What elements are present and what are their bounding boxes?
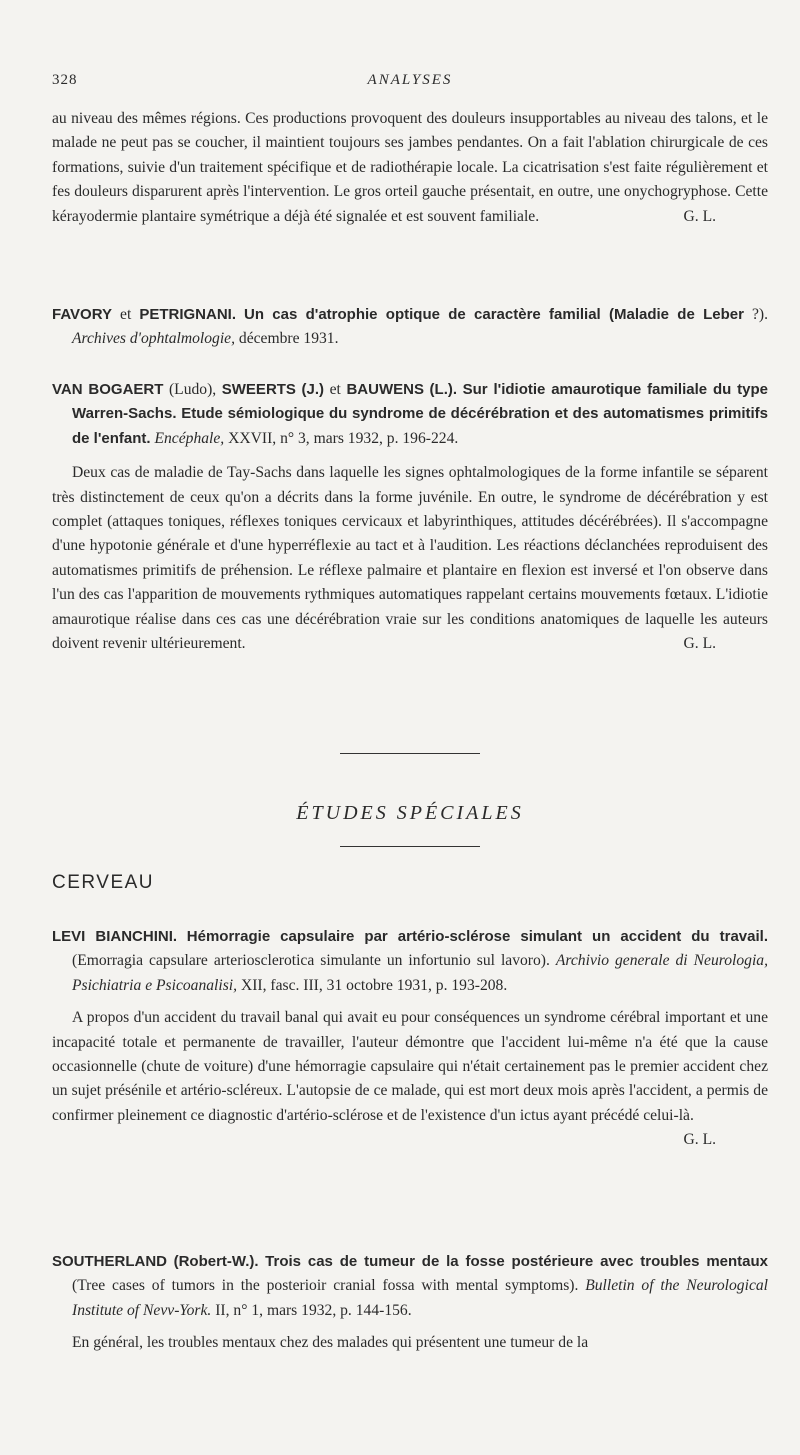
intro-signature: G. L. xyxy=(683,207,716,225)
review-favory xyxy=(52,303,768,352)
section-divider-top xyxy=(340,753,480,754)
southerland-journal: Bulletin of the Neurological Institute of Nevv-York. xyxy=(72,1277,768,1319)
section-divider-bottom xyxy=(340,846,480,847)
running-head xyxy=(52,72,768,92)
favory-reference: FAVORY et PETRIGNANI. Un cas d'atrophie optique de caractère familial (Maladie de Leber ?). Archives d'ophtalmologie, décembre 1931. xyxy=(52,306,768,348)
southerland-title: Trois cas de tumeur de la fosse postérieure avec troubles mentaux xyxy=(265,1253,769,1270)
bogaert-author-1: VAN BOGAERT xyxy=(52,381,164,398)
levi-signature: G. L. xyxy=(683,1131,716,1149)
bogaert-author-2: SWEERTS xyxy=(221,381,296,398)
running-title: ANALYSES xyxy=(367,72,453,88)
levi-author: LEVI BIANCHINI. xyxy=(52,928,178,945)
levi-abstract: A propos d'un accident du travail banal qui avait eu pour conséquences un syndrome cérébral important et une incapacité totale et permanente de travailler, l'auteur démontre que l'accident lui-même n'a été que la cause occasionnelle (chute de voiture) d'une hémorragie capsulaire qui n'était certainement pas le premier accident chez un sujet présénile et artério-scléreux. L'autopsie de ce malade, qui est mort deux mois après l'accident, a permis de confirmer pleinement ce diagnostic d'artério-sclérose et de l'existence d'un ictus ayant précédé celui-là. G. L. xyxy=(52,1006,768,1128)
review-levi xyxy=(52,925,768,1153)
levi-reference: LEVI BIANCHINI. Hémorragie capsulaire par artério-sclérose simulant un accident du travail. (Emorragia capsulare arteriosclerotica simulante un infortunio sul lavoro). Archivio generale di Neurologia, Psichiatria e Psicoanalisi, XII, fasc. III, 31 octobre 1931, p. 193-208. xyxy=(52,928,768,994)
favory-author-2: PETRIGNANI. xyxy=(139,306,236,323)
bogaert-signature: G. L. xyxy=(683,635,716,653)
bogaert-author-3: BAUWENS xyxy=(346,381,424,398)
bogaert-abstract: Deux cas de maladie de Tay-Sachs dans laquelle les signes ophtalmologiques de la forme infantile se séparent très distinctement de ceux qu'on a décrits dans la forme juvénile. En outre, le syndrome de décérébration y est complet (attaques toniques, réflexes toniques cervicaux et labyrinthiques, attitudes décérébrées). Il s'accompagne d'une hypotonie générale et d'une hyperréflexie au tact et à l'audition. Les réactions déclanchées reproduisent des automatismes primitifs de préhension. Le réflexe palmaire et plantaire en flexion est inversé et l'on observe dans l'un des cas l'apparition de mouvements rythmiques automatiques rappelant certains mouvements fœtaux. L'idiotie amaurotique réalise dans ces cas une décérébration vraie sur les conditions anatomiques de laquelle les auteurs doivent revenir ultérieurement. G. L. xyxy=(52,461,768,656)
levi-title: Hémorragie capsulaire par artério-sclérose simulant un accident du travail. xyxy=(186,928,768,945)
review-southerland xyxy=(52,1250,768,1356)
southerland-author: SOUTHERLAND xyxy=(52,1253,167,1270)
section-title: ÉTUDES SPÉCIALES xyxy=(296,802,524,824)
levi-journal: Archivio generale di Neurologia, Psichiatria e Psicoanalisi, xyxy=(72,952,768,994)
favory-title: Un cas d'atrophie optique de caractère familial (Maladie de Leber xyxy=(244,306,744,323)
intro-paragraph: au niveau des mêmes régions. Ces productions provoquent des douleurs insupportables au niveau des talons, et le malade ne peut pas se coucher, il maintient toujours ses jambes pendantes. On a fait l'ablation chirurgicale de ces formations, suivie d'un traitement spécifique et de radiothérapie locale. La cicatrisation s'est faite régulièrement et fes douleurs disparurent après l'intervention. Le gros orteil gauche présentait, en outre, une onychogryphose. Cette kérayodermie plantaire symétrique a déjà été signalée et est souvent familiale. G. L. xyxy=(52,107,768,229)
review-bogaert xyxy=(52,378,768,656)
southerland-reference: SOUTHERLAND (Robert-W.). Trois cas de tumeur de la fosse postérieure avec troubles mentaux (Tree cases of tumors in the posterioir cranial fossa with mental symptoms). Bulletin of the Neurological Institute of Nevv-York. II, n° 1, mars 1932, p. 144-156. xyxy=(52,1253,769,1319)
bogaert-journal: Encéphale, xyxy=(154,429,225,447)
intro-paragraph-block xyxy=(52,107,768,229)
page-number: 328 xyxy=(52,72,78,88)
bogaert-title: Sur l'idiotie amaurotique familiale du type Warren-Sachs. Etude sémiologique du syndrome de décérébration et des automatismes primitifs de l'enfant. xyxy=(72,381,768,447)
favory-journal: Archives d'ophtalmologie, xyxy=(72,330,235,348)
subsection-title: CERVEAU xyxy=(52,872,155,893)
southerland-abstract: En général, les troubles mentaux chez des malades qui présentent une tumeur de la xyxy=(72,1334,589,1352)
bogaert-reference: VAN BOGAERT (Ludo), SWEERTS (J.) et BAUWENS (L.). Sur l'idiotie amaurotique familiale du type Warren-Sachs. Etude sémiologique du syndrome de décérébration et des automatismes primitifs de l'enfant. Encéphale, XXVII, n° 3, mars 1932, p. 196-224. xyxy=(52,381,768,447)
favory-author: FAVORY xyxy=(52,306,113,323)
